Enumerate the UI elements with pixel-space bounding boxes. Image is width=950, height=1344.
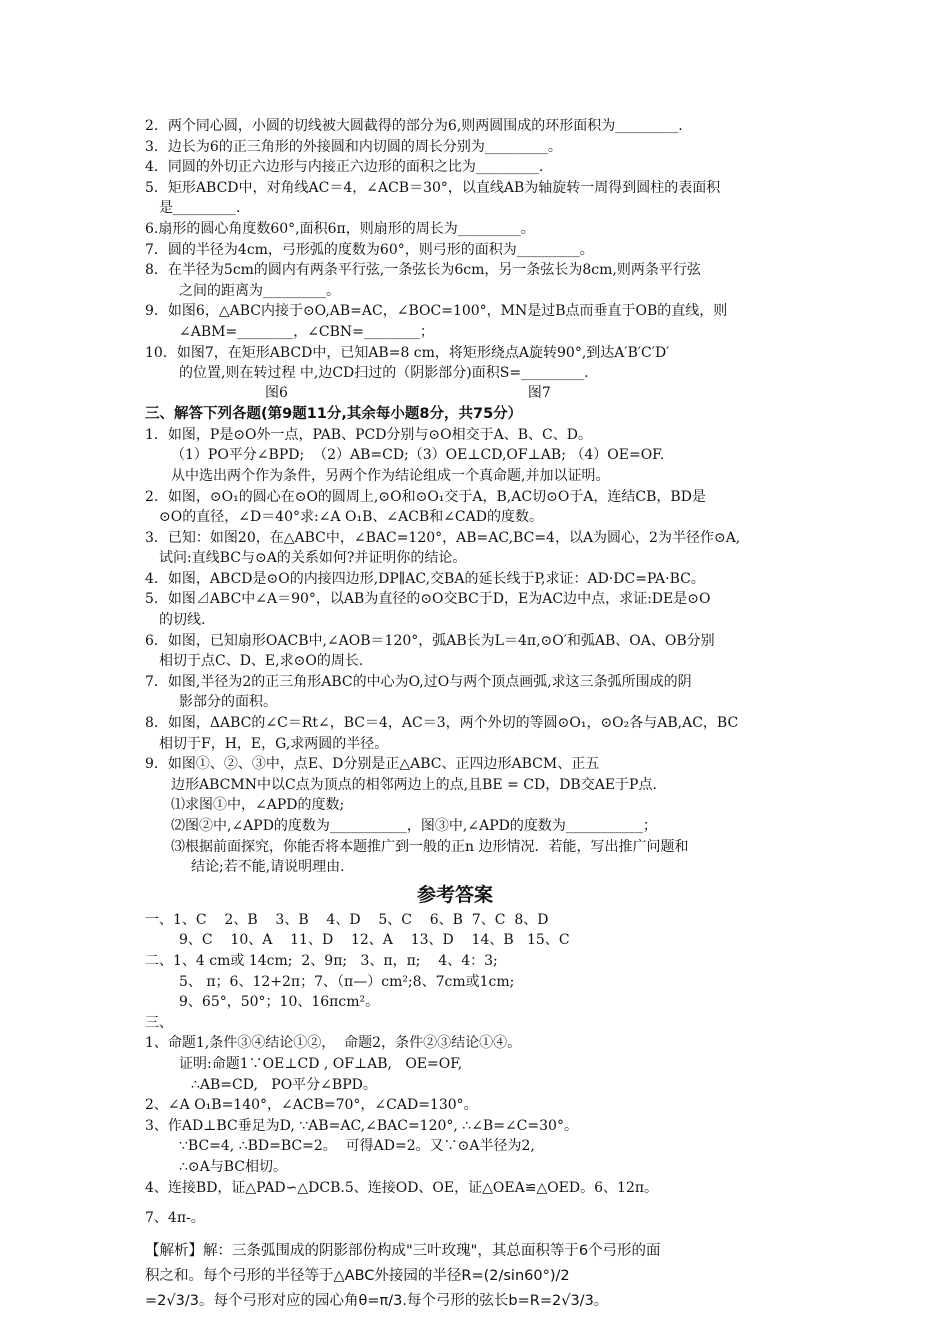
fill-item-3: 3．边长为6的正三角形的外接圆和内切圆的周长分别为_________。 [145, 138, 562, 155]
answer-line: 1、命题1,条件③④结论①②， 命题2，条件②③结论①④。 [145, 1035, 522, 1052]
solve-item-5: 5．如图⊿ABC中∠A＝90°，以AB为直径的⊙O交BC于D，E为AC边中点，求证:DE是⊙O [145, 591, 711, 608]
solve-item-3: 3．已知：如图20，在△ABC中，∠BAC=120°，AB=AC,BC=4，以A为圆心，2为半径作⊙A, [145, 529, 741, 546]
answer-line: 7、4π-。 [145, 1210, 205, 1227]
spacer [145, 1198, 825, 1208]
figure-7-label: 图7 [527, 384, 551, 401]
fill-item-7: 7．圆的半径为4cm，弓形弧的度数为60°，则弓形的面积为_________。 [145, 241, 594, 258]
answer-line: 证明:命题1∵OE⊥CD , OF⊥AB, OE=OF, [179, 1055, 463, 1072]
answer-line: 2、∠A O₁B=140°，∠ACB=70°，∠CAD=130°。 [145, 1097, 478, 1114]
solve-item-2: 2．如图，⊙O₁的圆心在⊙O的圆周上,⊙O和⊙O₁交于A，B,AC切⊙O于A，连结CB，BD是 [145, 488, 706, 505]
answer-line: 9、65°，50°；10、16πcm²。 [179, 994, 380, 1011]
solve-item-4: 4．如图，ABCD是⊙O的内接四边形,DP∥AC,交BA的延长线于P,求证：AD·DC=PA·BC。 [145, 570, 705, 587]
answer-line: 3、作AD⊥BC垂足为D, ∵AB=AC,∠BAC=120°, ∴∠B=∠C=30°。 [145, 1117, 578, 1134]
fill-item-8: 8．在半径为5cm的圆内有两条平行弦,一条弦长为6cm，另一条弦长为8cm,则两条平行弦 [145, 262, 701, 279]
fill-item-10-cont: 的位置,则在转过程 中,边CD扫过的（阴影部分)面积S=_________. [179, 365, 589, 382]
fill-item-4: 4．同圆的外切正六边形与内接正六边形的面积之比为_________. [145, 159, 544, 176]
answer-line: 4、连接BD，证△PAD∽△DCB.5、连接OD、OE，证△OEA≌△OED。6、12π。 [145, 1179, 659, 1196]
solve-item-9: 9．如图①、②、③中，点E、D分别是正△ABC、正四边形ABCM、正五 [145, 756, 600, 773]
solve-item-9-part1: ⑴求图①中，∠APD的度数; [171, 797, 345, 814]
figure-labels [145, 384, 825, 403]
solve-item-2-cont: ⊙O的直径，∠D＝40°求:∠A O₁B、∠ACB和∠CAD的度数。 [159, 509, 543, 526]
section-3-title: 三、解答下列各题(第9题11分,其余每小题8分，共75分） [145, 405, 523, 422]
answer-line: 一、1、C 2、B 3、B 4、D 5、C 6、B 7、C 8、D [145, 911, 549, 928]
solve-item-3-cont: 试问:直线BC与⊙A的关系如何?并证明你的结论。 [159, 550, 467, 567]
document-page [145, 116, 825, 1314]
fill-item-10: 10．如图7，在矩形ABCD中，已知AB=8 cm，将矩形绕点A旋转90°,到达A′B′C′D′ [145, 344, 670, 361]
figure-6-label: 图6 [265, 384, 288, 401]
solve-item-8: 8．如图，ΔABC的∠C＝Rt∠，BC＝4，AC＝3，两个外切的等圆⊙O₁，⊙O₂各与AB,AC，BC [145, 715, 739, 732]
solve-item-5-cont: 的切线. [159, 612, 206, 629]
answer-line: 5、 π；6、12+2π；7、（π—）cm²;8、7cm或1cm; [179, 973, 515, 990]
answer-line: 9、C 10、A 11、D 12、A 13、D 14、B 15、C [179, 932, 570, 949]
answers-title: 参考答案 [416, 883, 493, 906]
solve-item-6: 6．如图，已知扇形OACB中,∠AOB＝120°，弧AB长为L＝4π,⊙O′和弧AB、OA、OB分别 [145, 632, 715, 649]
solve-item-9-part3: ⑶根据前面探究，你能否将本题推广到一般的正n 边形情况．若能，写出推广问题和 [171, 838, 689, 855]
solve-item-6-cont: 相切于点C、D、E,求⊙O的周长. [159, 653, 364, 670]
spacer [145, 1229, 825, 1239]
answer-line: ∴⊙A与BC相切。 [179, 1158, 288, 1175]
answer-line: ∴AB=CD, PO平分∠BPD。 [191, 1076, 377, 1093]
solve-item-1-options: （1）PO平分∠BPD; （2）AB=CD;（3）OE⊥CD,OF⊥AB; （4）OE=OF. [171, 447, 665, 464]
analysis-line: =2√3/3。每个弓形对应的园心角θ=π/3.每个弓形的弦长b=R=2√3/3。 [145, 1292, 609, 1309]
fill-item-9-cont: ∠ABM=________，∠CBN=________； [179, 323, 434, 340]
solve-item-9-part3-cont: 结论;若不能,请说明理由. [191, 859, 345, 876]
solve-item-1: 1．如图，P是⊙O外一点，PAB、PCD分别与⊙O相交于A、B、C、D。 [145, 426, 592, 443]
fill-item-2: 2．两个同心圆，小圆的切线被大圆截得的部分为6,则两圆围成的环形面积为_________. [145, 118, 683, 134]
fill-item-9: 9．如图6，△ABC内接于⊙O,AB=AC，∠BOC=100°，MN是过B点而垂直于OB的直线，则 [145, 303, 728, 320]
answer-line: 三、 [145, 1014, 173, 1031]
fill-item-5: 5．矩形ABCD中，对角线AC＝4，∠ACB＝30°，以直线AB为轴旋转一周得到圆柱的表面积 [145, 179, 721, 196]
solve-item-9-cont: 边形ABCMN中以C点为顶点的相邻两边上的点,且BE = CD，DB交AE于P点. [171, 776, 657, 793]
answer-line: ∵BC=4, ∴BD=BC=2。 可得AD=2。又∵⊙A半径为2, [179, 1138, 535, 1155]
solve-item-8-cont: 相切于F，H，E，G,求两圆的半径。 [159, 735, 389, 752]
fill-item-5-cont: 是_________. [159, 200, 241, 217]
answer-line: 二、1、4 cm或 14cm; 2、9π; 3、π，π; 4、4：3; [145, 952, 498, 969]
analysis-line: 【解析】解：三条弧围成的阴影部份构成"三叶玫瑰"，其总面积等于6个弓形的面 [145, 1242, 661, 1259]
solve-item-1-task: 从中选出两个作为条件，另两个作为结论组成一个真命题,并加以证明。 [171, 467, 610, 484]
fill-item-8-cont: 之间的距离为_________。 [179, 282, 340, 299]
analysis-line: 积之和。每个弓形的半径等于△ABC外接园的半径R=(2/sin60°)/2 [145, 1267, 570, 1284]
fill-item-6: 6.扇形的圆心角度数60°,面积6π，则扇形的周长为_________。 [145, 220, 535, 237]
solve-item-9-part2: ⑵图②中,∠APD的度数为___________，图③中,∠APD的度数为___________； [171, 818, 657, 834]
solve-item-7-cont: 影部分的面积。 [179, 694, 277, 711]
solve-item-7: 7．如图,半径为2的正三角形ABC的中心为O,过O与两个顶点画弧,求这三条弧所围成的阴 [145, 673, 692, 690]
